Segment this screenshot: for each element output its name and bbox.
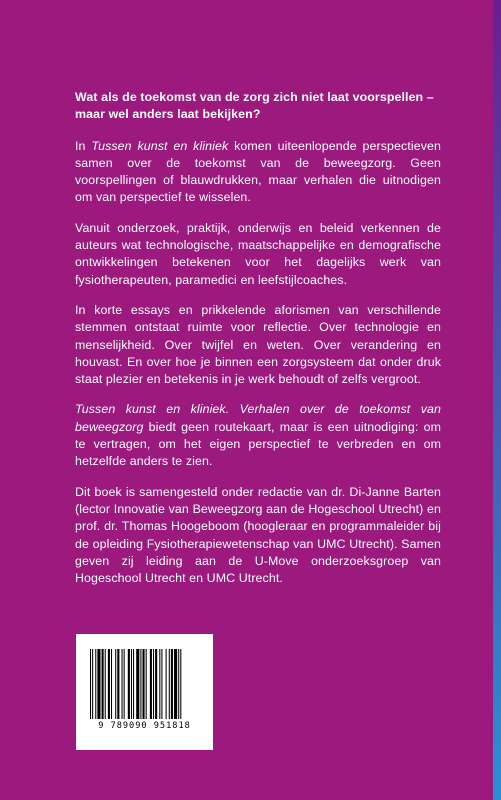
book-spine-edge [493,0,501,800]
barcode-bar [140,649,141,719]
book-title-italic: Tussen kunst en kliniek [91,138,229,153]
barcode-bar [178,649,179,719]
p1-rest: komen uiteenlopende perspectieven samen over de toekomst van de beweegzorg. Geen voorspellingen of blauwdrukken, maar verhalen die uitnodigen om van perspectief te wisselen. [75,138,442,205]
barcode-bar [153,649,154,719]
isbn-barcode [76,634,213,750]
barcode-bar [169,649,170,719]
barcode-bar [124,649,125,719]
barcode-bar [108,649,110,719]
intro-question [75,89,441,124]
p1-lead: In [75,138,92,153]
barcode-bar [171,649,173,719]
barcode-bar [180,649,181,719]
back-cover-text [75,89,441,587]
paragraph-1 [75,138,441,207]
paragraph-4 [75,401,441,470]
barcode-bar [105,649,106,719]
barcode-bar [143,649,145,719]
paragraph-3: In korte essays en prikkelende aforismen van verschillende stemmen ontstaat ruimte voor reflectie. Over technologie en menselijkheid. Over twijfel en weten. Over verandering en houvast. En over hoe je binnen een zorgsysteem dat onder druk staat plezier en betekenis in je werk behoudt of zelfs vergroot. [75,302,441,387]
barcode-bar [128,649,130,719]
barcode-bar [90,649,91,719]
barcode-bars [88,649,201,719]
barcode-bar [174,649,177,719]
barcode-bar [97,649,100,719]
barcode-bar [131,649,132,719]
p4-rest: biedt geen routekaart, maar is een uitnodiging: om te vertragen, om het eigen perspectief te verbreden en om hetzelfde anders te zien. [75,419,441,469]
barcode-bar [133,649,134,719]
barcode-bar [122,649,123,719]
full-title-italic: Tussen kunst en kliniek. Verhalen over de toekomst van beweegzorg [75,402,441,434]
barcode-bar [146,649,147,719]
barcode-bar [117,649,119,719]
barcode-bar [95,649,96,719]
intro-line-2: maar wel anders laat bekijken? [75,107,261,122]
barcode-bar [166,649,167,719]
barcode-bar [159,649,160,719]
barcode-bar [136,649,139,719]
barcode-bar [111,649,112,719]
barcode-digits: 9 789090 951818 [98,721,191,731]
intro-line-1: Wat als de toekomst van de zorg zich niet laat voorspellen – [75,90,434,104]
barcode-bar [92,649,93,719]
barcode-bar [115,649,116,719]
barcode-bar [155,649,157,719]
paragraph-5-editors: Dit boek is samengesteld onder redactie van dr. Di-Janne Barten (lector Innovatie van Beweegzorg aan de Hogeschool Utrecht) en prof. dr. Thomas Hoogeboom (hoogleraar en programmaleider bij de opleiding Fysiotherapiewetenschap van UMC Utrecht). Samen geven zij leiding aan de U-Move onderzoeksgroep van Hogeschool Utrecht en UMC Utrecht. [75,484,441,586]
barcode-bar [150,649,152,719]
paragraph-2: Vanuit onderzoek, praktijk, onderwijs en beleid verkennen de auteurs wat technologische, maatschappelijke en demografische ontwikkelingen betekenen voor het dagelijks werk van fysiotherapeuten, paramedici en leefstijlcoaches. [75,220,441,287]
barcode-bar [161,649,162,719]
barcode-bar [102,649,104,719]
